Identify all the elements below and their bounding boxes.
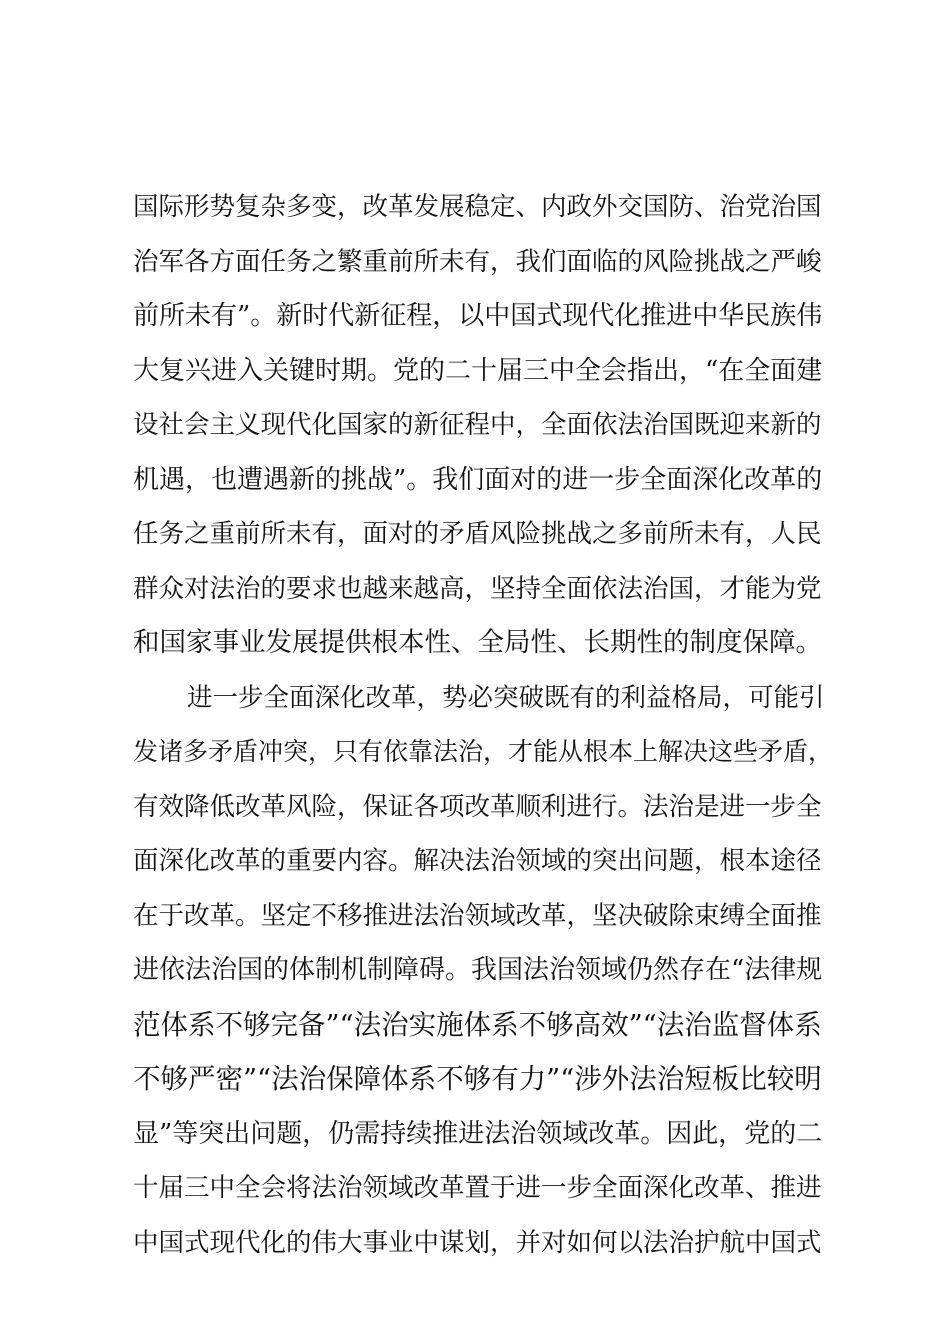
text-line: 和国家事业发展提供根本性、全局性、长期性的制度保障。: [133, 627, 822, 658]
text-line: 面深化改革的重要内容。解决法治领域的突出问题，根本途径: [133, 846, 822, 876]
text-line: 范体系不够完备”“法治实施体系不够高效”“法治监督体系: [133, 1008, 822, 1041]
text-line: 中国式现代化的伟大事业中谋划，并对如何以法治护航中国式: [133, 1227, 822, 1258]
text-line: 国际形势复杂多变，改革发展稳定、内政外交国防、治党治国: [133, 192, 822, 222]
text-line: 进依法治国的体制机制障碍。我国法治领域仍然存在“法律规: [133, 955, 823, 985]
text-line: 群众对法治的要求也越来越高，坚持全面依法治国，才能为党: [133, 573, 822, 604]
text-line: 治军各方面任务之繁重前所未有，我们面临的风险挑战之严峻: [133, 246, 822, 277]
text-line: 发诸多矛盾冲突，只有依靠法治，才能从根本上解决这些矛盾，: [133, 737, 834, 766]
body-text: [133, 180, 833, 1270]
paragraph-start-line: 进一步全面深化改革，势必突破既有的利益格局，可能引: [187, 682, 825, 713]
text-line: 显”等突出问题，仍需持续推进法治领域改革。因此，党的二: [133, 1118, 823, 1149]
text-line: 在于改革。坚定不移推进法治领域改革，坚决破除束缚全面推: [133, 900, 822, 931]
text-line: 设社会主义现代化国家的新征程中，全面依法治国既迎来新的: [133, 410, 822, 440]
text-line: 大复兴进入关键时期。党的二十届三中全会指出，“在全面建: [133, 355, 823, 386]
text-line: 任务之重前所未有，面对的矛盾风险挑战之多前所未有，人民: [133, 519, 822, 549]
text-line: 不够严密”“法治保障体系不够有力”“涉外法治短板比较明: [133, 1063, 822, 1095]
text-line: 十届三中全会将法治领域改革置于进一步全面深化改革、推进: [133, 1173, 822, 1203]
text-line: 前所未有”。新时代新征程，以中国式现代化推进中华民族伟: [133, 301, 823, 331]
text-line: 有效降低改革风险，保证各项改革顺利进行。法治是进一步全: [133, 791, 822, 822]
text-line: 机遇，也遭遇新的挑战”。我们面对的进一步全面深化改革的: [133, 464, 823, 495]
